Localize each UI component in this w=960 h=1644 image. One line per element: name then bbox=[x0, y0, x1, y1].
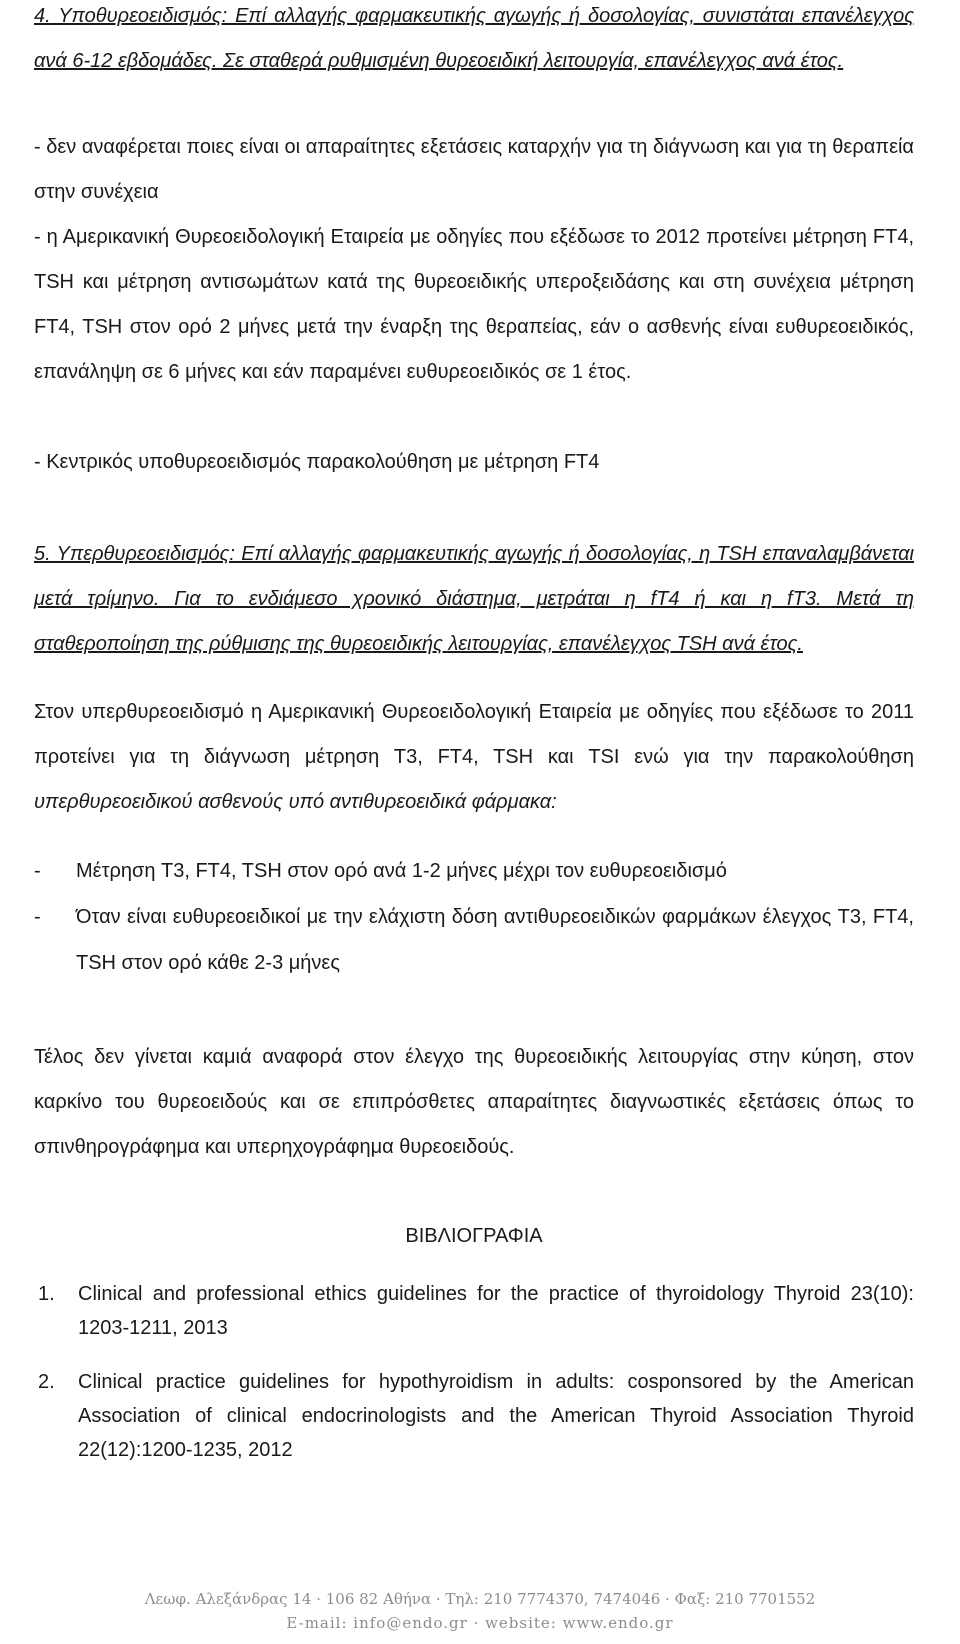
closing-paragraph: Τέλος δεν γίνεται καμιά αναφορά στον έλεγχο της θυρεοειδικής λειτουργίας στην κύηση, στον καρκίνο του θυρεοειδούς και σε επιπρόσθετες απαραίτητες διαγνωστικές εξετάσεις όπως το σπινθηρογράφημα και υπερηχογράφημα θυρεοειδούς. bbox=[34, 1046, 914, 1158]
section-4-point-2: - η Αμερικανική Θυρεοειδολογική Εταιρεία με οδηγίες που εξέδωσε το 2012 προτείνει μέτρηση FT4, TSH και μέτρηση αντισωμάτων κατά της θυρεοειδικής υπεροξειδάσης και στη συνέχεια μέτρηση FT4, TSH στον ορό 2 μήνες μετά την έναρξη της θεραπείας, εάν ο ασθενής είναι ευθυρεοειδικός, επανάληψη σε 6 μήνες και εάν παραμένει ευθυρεοειδικός σε 1 έτος. bbox=[34, 226, 914, 383]
list-item bbox=[34, 894, 914, 986]
reference-number: 2. bbox=[38, 1371, 55, 1393]
bibliography-title: ΒΙΒΛΙΟΓΡΑΦΙΑ bbox=[405, 1225, 543, 1247]
section-4-heading: 4. Υποθυρεοειδισμός: Επί αλλαγής φαρμακευτικής αγωγής ή δοσολογίας, συνιστάται επανέλεγχος ανά 6-12 εβδομάδες. Σε σταθερά ρυθμισμένη θυρεοειδική λειτουργία, επανέλεγχος ανά έτος. bbox=[34, 5, 914, 72]
footer-contact: E-mail: info@endo.gr · website: www.endo.gr bbox=[286, 1614, 674, 1632]
section-5-list bbox=[34, 848, 914, 986]
list-item-text: Μέτρηση T3, FT4, TSH στον ορό ανά 1-2 μήνες μέχρι τον ευθυρεοειδισμό bbox=[76, 860, 727, 882]
section-4-point-3: - Κεντρικός υποθυρεοειδισμός παρακολούθηση με μέτρηση FT4 bbox=[34, 451, 600, 473]
list-dash: - bbox=[34, 906, 41, 928]
section-5-body bbox=[34, 690, 914, 825]
reference-text: Clinical and professional ethics guidelines for the practice of thyroidology Thyroid 23(10): 1203-1211, 2013 bbox=[78, 1283, 914, 1339]
section-5-heading: 5. Υπερθυρεοειδισμός: Επί αλλαγής φαρμακευτικής αγωγής ή δοσολογίας, η TSH επαναλαμβάνεται μετά τρίμηνο. Για το ενδιάμεσο χρονικό διάστημα, μετράται η fT4 ή και η fT3. Μετά τη σταθεροποίηση της ρύθμισης της θυρεοειδικής λειτουργίας, επανέλεγχος TSH ανά έτος. bbox=[34, 543, 914, 655]
reference-item bbox=[34, 1365, 914, 1467]
list-item bbox=[34, 848, 914, 894]
bibliography-list bbox=[34, 1277, 914, 1467]
list-item-text: Όταν είναι ευθυρεοειδικοί με την ελάχιστη δόση αντιθυρεοειδικών φαρμάκων έλεγχος T3, FT4, TSH στον ορό κάθε 2-3 μήνες bbox=[76, 906, 914, 974]
section-5-body-text: Στον υπερθυρεοειδισμό η Αμερικανική Θυρεοειδολογική Εταιρεία με οδηγίες που εξέδωσε το 2011 προτείνει για τη διάγνωση μέτρηση T3, FT4, TSH και TSI ενώ για την παρακολούθηση bbox=[34, 701, 914, 768]
reference-text: Clinical practice guidelines for hypothyroidism in adults: cosponsored by the American Association of clinical endocrinologists and the American Thyroid Association Thyroid 22(12):1200-1235, 2012 bbox=[78, 1371, 914, 1461]
section-4-point-1: - δεν αναφέρεται ποιες είναι οι απαραίτητες εξετάσεις καταρχήν για τη διάγνωση και για τη θεραπεία στην συνέχεια bbox=[34, 136, 914, 203]
footer-address: Λεωφ. Αλεξάνδρας 14 · 106 82 Αθήνα · Τηλ: 210 7774370, 7474046 · Φαξ: 210 7701552 bbox=[144, 1590, 816, 1608]
section-5-body-italic: υπερθυρεοειδικού ασθενούς υπό αντιθυρεοειδικά φάρμακα: bbox=[34, 791, 557, 813]
reference-item bbox=[34, 1277, 914, 1345]
reference-number: 1. bbox=[38, 1283, 55, 1305]
list-dash: - bbox=[34, 860, 41, 882]
